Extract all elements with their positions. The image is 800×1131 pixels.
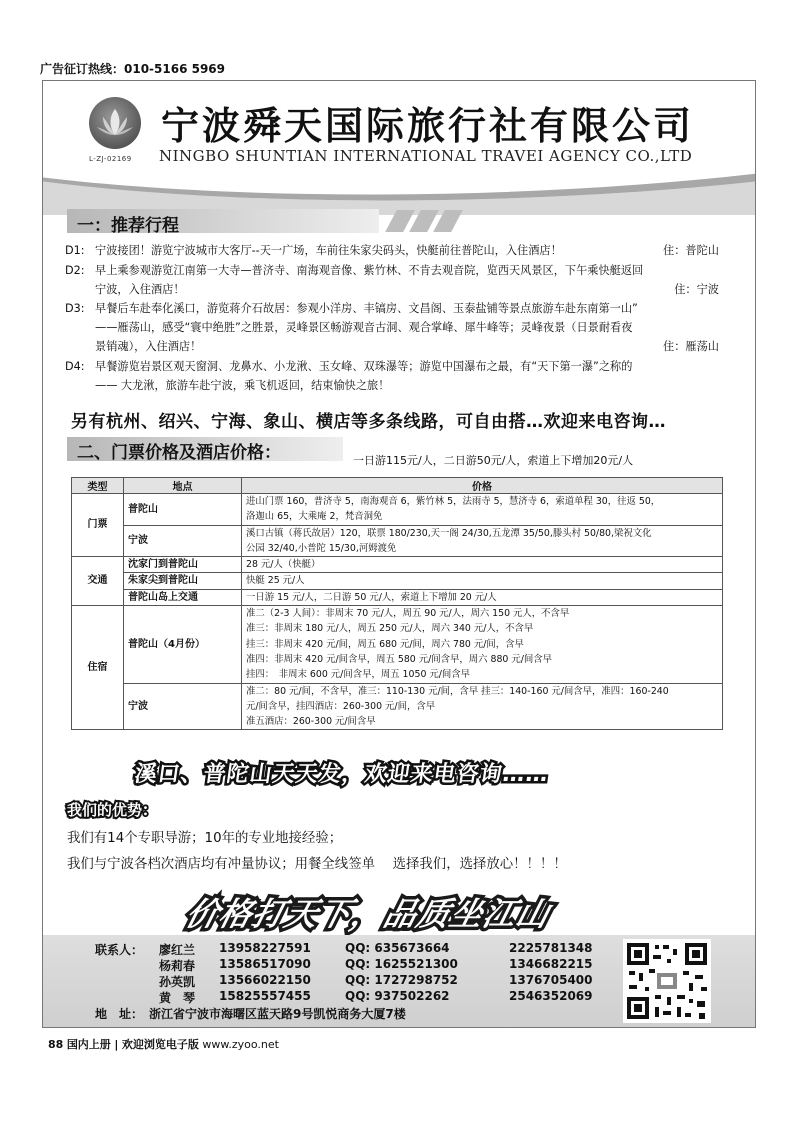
group-transport: 交通 xyxy=(72,557,124,606)
location-cell: 沈家门到普陀山 xyxy=(124,557,242,573)
company-name-en: NINGBO SHUNTIAN INTERNATIONAL TRAVEI AGENCY CO.,LTD xyxy=(159,147,693,165)
day3-stay: 住：雁荡山 xyxy=(663,340,719,353)
table-header-row xyxy=(72,478,723,494)
contact-phone: 13566022150 xyxy=(219,973,311,987)
banner-daily-departure: 溪口、普陀山天天发，欢迎来电咨询…… xyxy=(132,762,551,787)
contact-tel: 1376705400 xyxy=(509,973,593,987)
itinerary-day-1: D1: 宁波接团！游览宁波城市大客厅--天一广场，车前往朱家尖码头，快艇前往普陀山，入住酒店！ xyxy=(65,244,562,257)
advertisement-page xyxy=(42,80,756,1028)
license-number: L-ZJ-02169 xyxy=(89,155,132,163)
lotus-icon xyxy=(95,105,135,141)
day4-cont: —— 大龙湫，旅游车赴宁波，乘飞机返回，结束愉快之旅！ xyxy=(95,379,390,392)
col-header-location: 地点 xyxy=(124,478,242,494)
contact-qq: QQ: 1625521300 xyxy=(345,957,458,971)
advantages-line-2: 我们与宁波各档次酒店均有冲量协议；用餐全线签单 选择我们，选择放心！！！！ xyxy=(67,857,567,872)
address-label: 地 址： xyxy=(95,1007,144,1021)
more-routes-text: 另有杭州、绍兴、宁海、象山、横店等多条线路，可自由搭…欢迎来电咨询… xyxy=(71,412,666,432)
col-header-price: 价格 xyxy=(242,478,723,494)
itinerary-day-3: D3: 早餐后车赴奉化溪口，游览蒋介石故居：参观小洋房、丰镐房、文昌阁、玉泰盐铺等景点旅游车赴东南第一山” xyxy=(65,302,638,315)
ad-hotline: 广告征订热线：010-5166 5969 xyxy=(40,62,226,76)
contact-qq: QQ: 635673664 xyxy=(345,941,450,955)
table-row xyxy=(72,573,723,589)
table-row xyxy=(72,606,723,683)
contact-tel: 1346682215 xyxy=(509,957,593,971)
contact-phone: 13586517090 xyxy=(219,957,311,971)
contact-name: 黄 琴 xyxy=(159,991,196,1005)
price-cell: 准二（2-3 人间）：非周末 70 元/人，周五 90 元/人，周六 150 元人，不含早 准三：非周末 180 元/人，周五 250 元/人，周六 340 元/人，不含早 挂三：非周末 420 元/间，周五 680 元/间，周六 780 元/间，含早 准四：非周末 420 元/间含早，周五 580 元/间含早，周六 880 元/间含早 挂四： 非周末 600 元/间含早，周五 1050 元/间含早 xyxy=(242,606,723,683)
contact-qq: QQ: 1727298752 xyxy=(345,973,458,987)
section2-note: 一日游115元/人，二日游50元/人，索道上下增加20元/人 xyxy=(353,454,634,467)
location-cell: 宁波 xyxy=(124,683,242,730)
advantages-line-1: 我们有14个专职导游；10年的专业地接经验； xyxy=(67,831,343,846)
day3-cont: ——雁荡山，感受“寰中绝胜”之胜景，灵峰景区畅游观音古洞、观合掌峰、犀牛峰等；灵峰夜景（日景耐看夜 xyxy=(95,321,633,334)
contact-qq: QQ: 937502262 xyxy=(345,989,450,1003)
location-cell: 普陀山 xyxy=(124,494,242,526)
section1-title: 一：推荐行程 xyxy=(77,216,179,236)
footer-separator: | xyxy=(114,1038,119,1051)
company-name-cn: 宁波舜天国际旅行社有限公司 xyxy=(161,104,695,148)
location-cell: 普陀山岛上交通 xyxy=(124,589,242,605)
group-lodging: 住宿 xyxy=(72,606,124,730)
price-cell: 进山门票 160，普济寺 5，南海观音 6，紫竹林 5，法雨寺 5，慧济寺 6，索道单程 30，往返 50， 洛迦山 65，大乘庵 2，梵音洞免 xyxy=(242,494,723,526)
table-row xyxy=(72,589,723,605)
day1-stay: 住：普陀山 xyxy=(663,244,719,257)
contact-phone: 15825557455 xyxy=(219,989,311,1003)
footer-slogan: 欢迎浏览电子版 xyxy=(121,1038,199,1051)
contact-label: 联系人： xyxy=(95,943,144,957)
address-text: 浙江省宁波市海曙区蓝天路9号凯悦商务大厦7楼 xyxy=(149,1007,406,1021)
col-header-type: 类型 xyxy=(72,478,124,494)
footer-section: 国内上册 xyxy=(66,1038,111,1051)
contact-tel: 2225781348 xyxy=(509,941,593,955)
contact-tel: 2546352069 xyxy=(509,989,593,1003)
slogan-banner: 价格打天下，品质坐江山 xyxy=(181,895,555,933)
price-table xyxy=(71,477,723,730)
table-row xyxy=(72,494,723,526)
price-cell: 一日游 15 元/人，二日游 50 元/人，索道上下增加 20 元/人 xyxy=(242,589,723,605)
itinerary-day-4: D4: 早餐游览岩景区观天窗洞、龙鼻水、小龙湫、玉女峰、双珠瀑等；游览中国瀑布之最，有“天下第一瀑”之称的 xyxy=(65,360,633,373)
location-cell: 普陀山（4月份） xyxy=(124,606,242,683)
itinerary-day-2: D2: 早上乘参观游览江南第一大寺—普济寺、南海观音像、紫竹林、不肯去观音院，览西天风景区，下午乘快艇返回 xyxy=(65,264,644,277)
price-cell: 28 元/人（快艇） xyxy=(242,557,723,573)
table-row xyxy=(72,557,723,573)
header-swoosh xyxy=(42,167,756,215)
advantages-title: 我们的优势： xyxy=(67,801,158,819)
day2-cont: 宁波，入住酒店！ xyxy=(95,283,185,296)
page-number: 88 xyxy=(48,1038,64,1051)
contact-name: 孙英凯 xyxy=(159,975,196,989)
location-cell: 宁波 xyxy=(124,525,242,557)
contact-phone: 13958227591 xyxy=(219,941,311,955)
section2-title: 二、门票价格及酒店价格： xyxy=(77,443,281,463)
page-footer xyxy=(48,1036,279,1052)
group-ticket: 门票 xyxy=(72,494,124,557)
contact-name: 杨莉春 xyxy=(159,959,196,973)
footer-url[interactable]: www.zyoo.net xyxy=(202,1038,279,1051)
price-cell: 快艇 25 元/人 xyxy=(242,573,723,589)
contact-name: 廖红兰 xyxy=(159,943,196,957)
qr-code[interactable] xyxy=(623,939,711,1023)
day2-stay: 住：宁波 xyxy=(674,283,719,296)
price-cell: 溪口古镇（蒋氏故居）120，联票 180/230,天一阁 24/30,五龙潭 35/50,滕头村 50/80,梁祝文化 公园 32/40,小普陀 15/30,河姆渡免 xyxy=(242,525,723,557)
qr-code-icon xyxy=(623,939,711,1023)
day3-cont2: 景销魂），入住酒店！ xyxy=(95,340,202,353)
table-row xyxy=(72,525,723,557)
company-logo xyxy=(89,97,141,149)
price-cell: 准二：80 元/间，不含早，准三：110-130 元/间，含早 挂三：140-160 元/间含早，准四：160-240 元/间含早，挂四酒店：260-300 元/间，含早 准五酒店：260-300 元/间含早 xyxy=(242,683,723,730)
table-row xyxy=(72,683,723,730)
location-cell: 朱家尖到普陀山 xyxy=(124,573,242,589)
